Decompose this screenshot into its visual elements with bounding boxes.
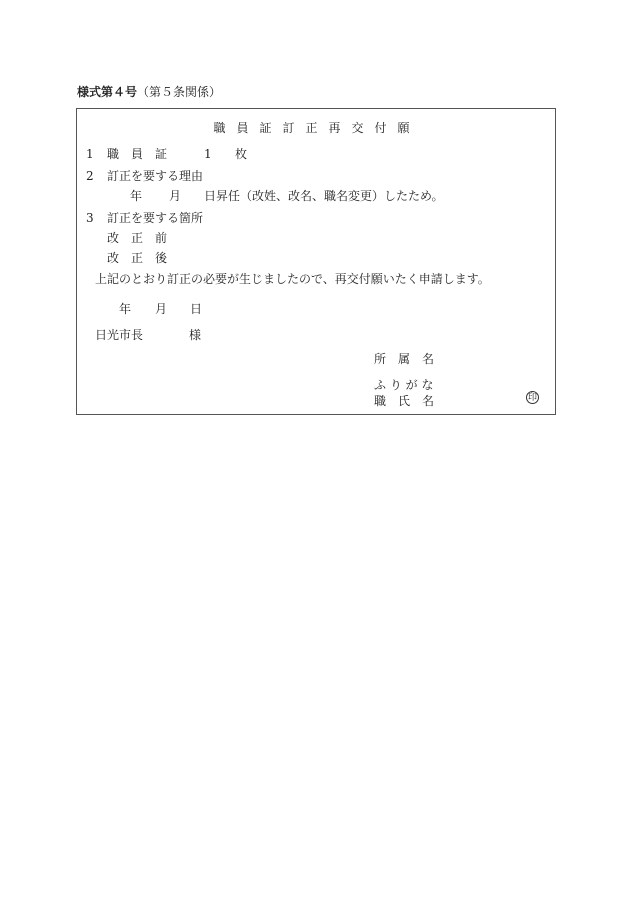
item3-number: 3 [86, 211, 94, 225]
item3-after: 改 正 後 [107, 251, 168, 265]
item2-number: 2 [86, 169, 94, 183]
seal-icon: 印 [527, 393, 537, 403]
item2-reason-text: 日昇任（改姓、改名、職名変更）したため。 [204, 189, 444, 203]
form-number: 様式第４号 [77, 85, 138, 99]
addressee-name: 日光市長 [95, 328, 144, 342]
form-header [77, 85, 221, 99]
item2-month: 月 [169, 189, 182, 203]
date-year: 年 [119, 302, 132, 316]
item3-before: 改 正 前 [107, 231, 168, 245]
applicant-furigana: ふ り が な [374, 378, 434, 392]
item3-label: 訂正を要する箇所 [107, 211, 204, 225]
form-title: 職員証訂正再交付願 [213, 121, 421, 135]
item2-label: 訂正を要する理由 [107, 169, 204, 183]
form-relation: （第５条関係） [137, 85, 222, 99]
applicant-department: 所 属 名 [374, 352, 435, 366]
item1-unit: 枚 [235, 147, 248, 161]
item1-count: 1 [204, 147, 212, 161]
addressee-honorific: 様 [189, 328, 202, 342]
date-day: 日 [190, 302, 203, 316]
form-frame [76, 108, 556, 415]
item2-year: 年 [130, 189, 143, 203]
date-month: 月 [155, 302, 168, 316]
applicant-name: 職 氏 名 [374, 394, 435, 408]
request-text: 上記のとおり訂正の必要が生じましたので、再交付願いたく申請します。 [95, 272, 490, 286]
item1-number: 1 [86, 147, 94, 161]
item1-label: 職 員 証 [107, 147, 168, 161]
